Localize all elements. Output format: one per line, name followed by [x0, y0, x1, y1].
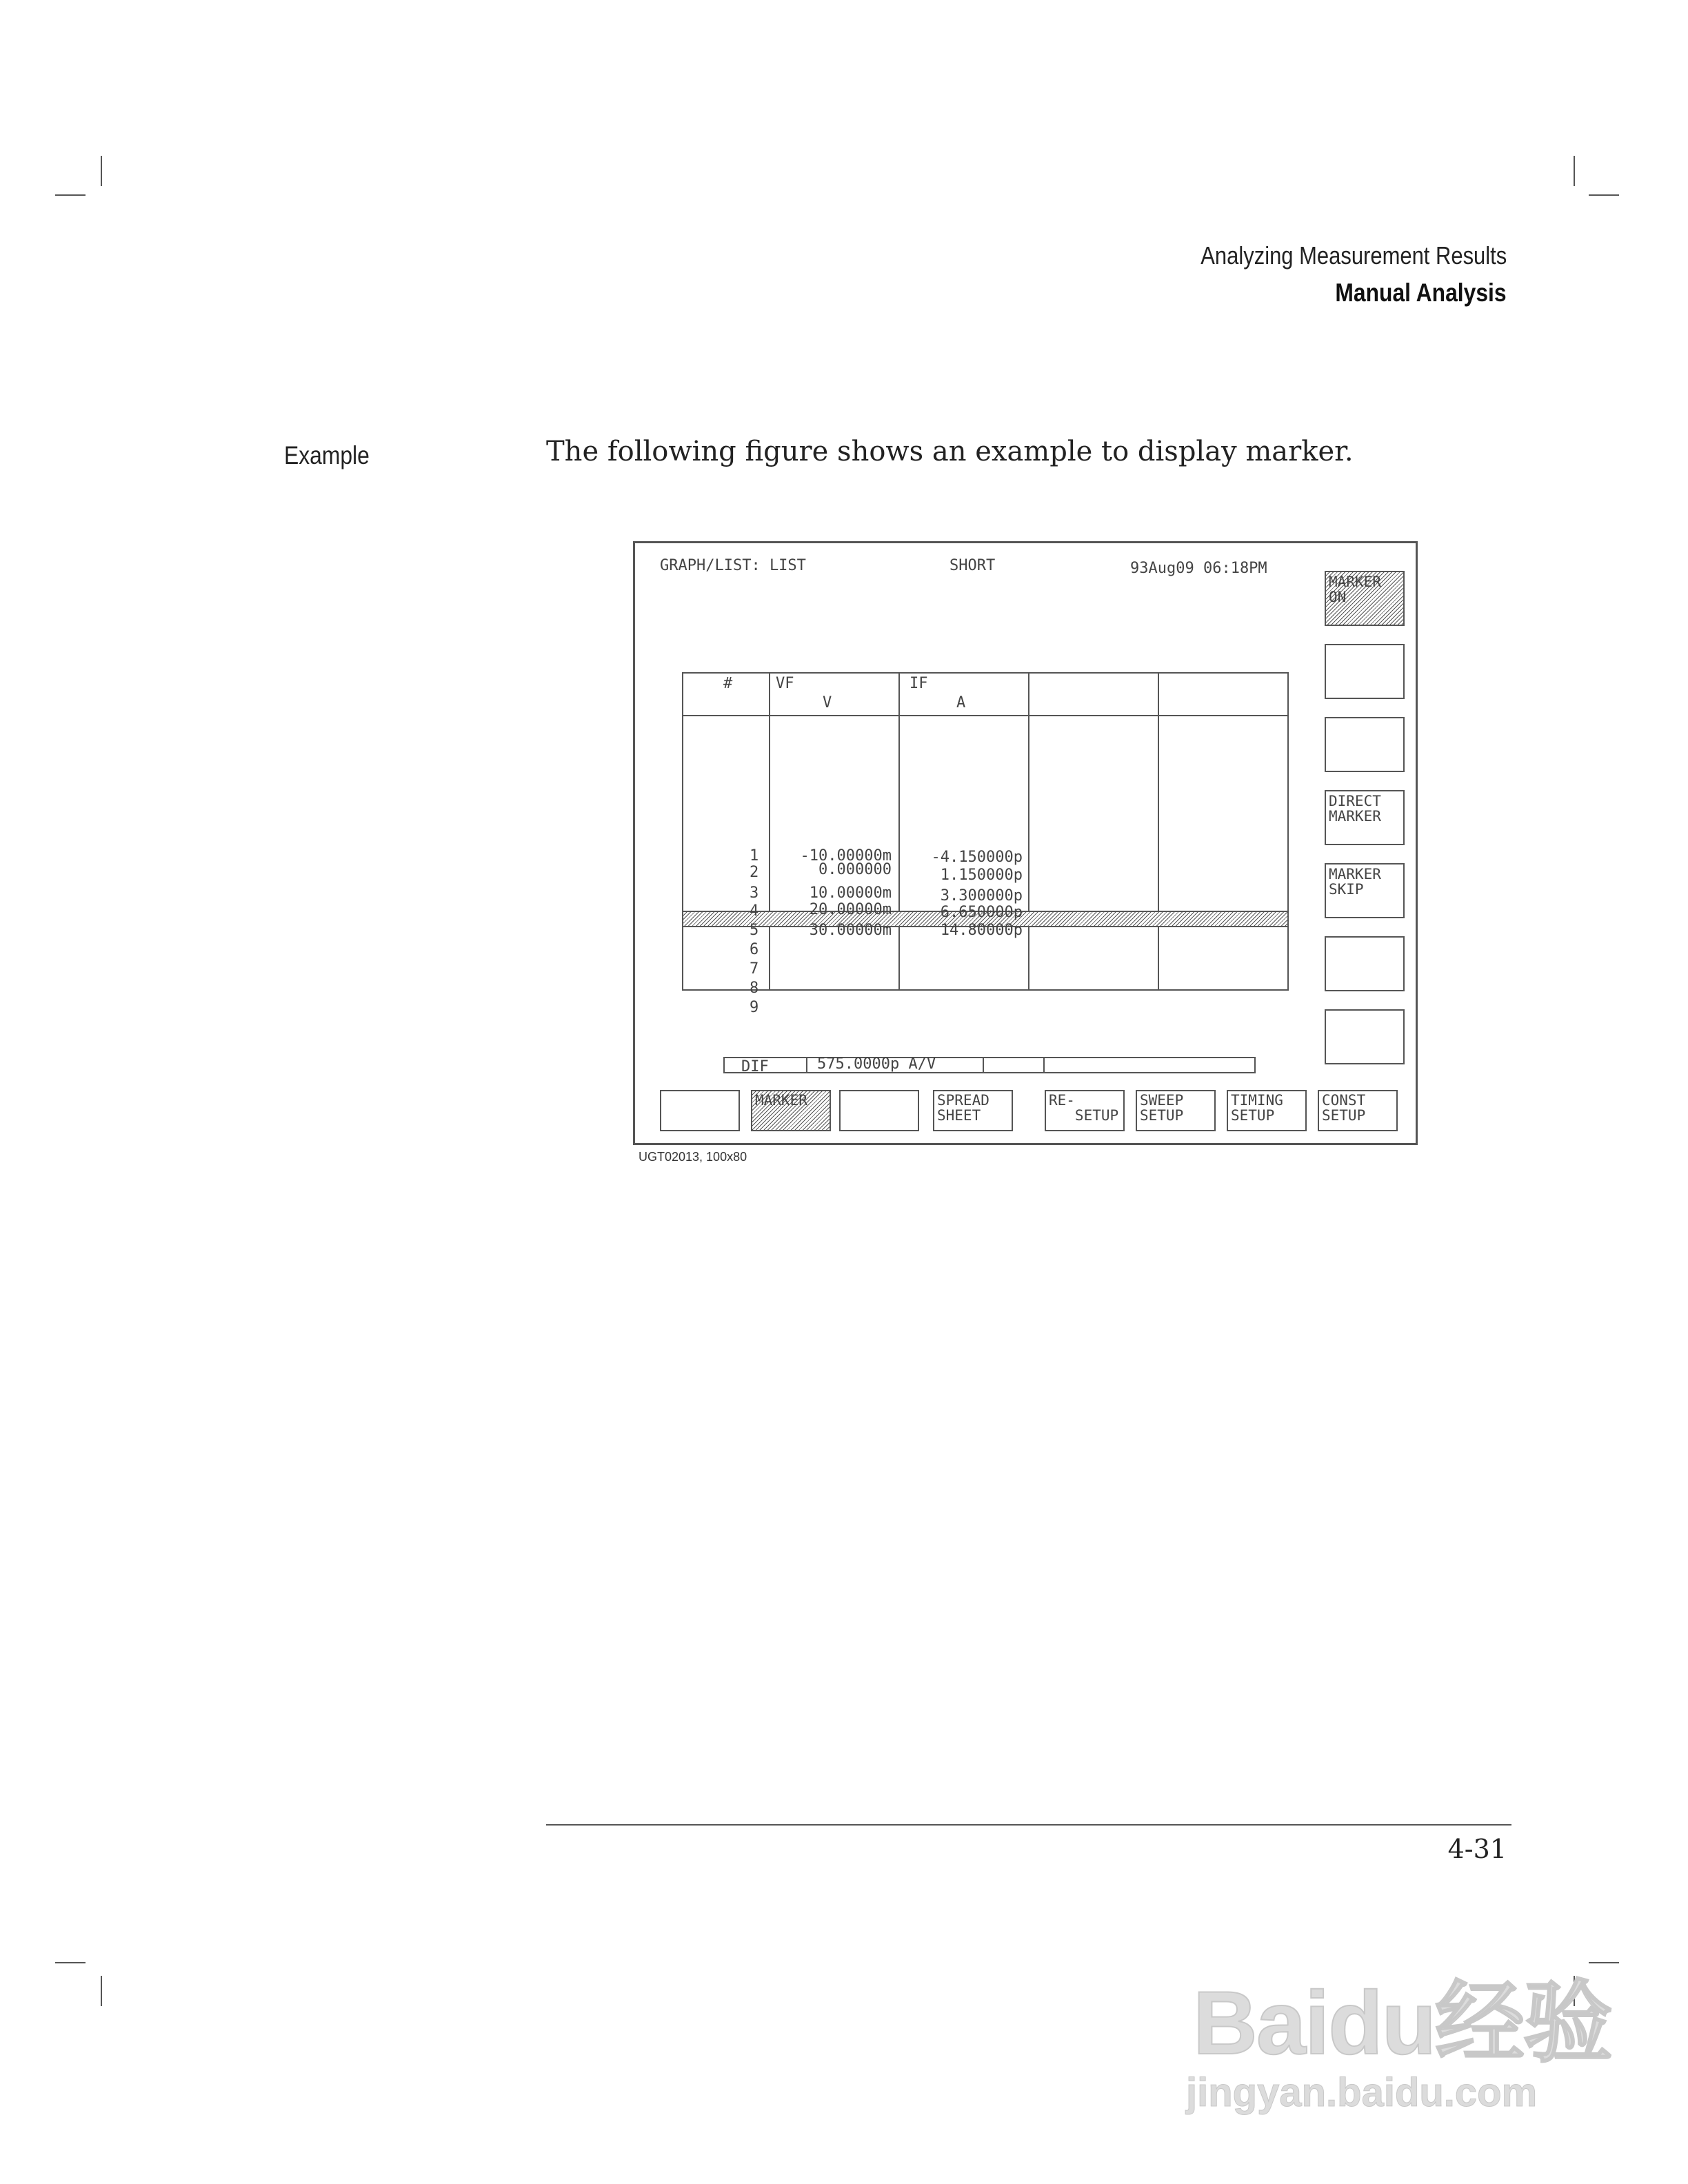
footer-rule — [546, 1824, 1511, 1826]
if-value: -4.150000p — [931, 849, 1023, 866]
datetime-label: 93Aug09 06:18PM — [1130, 560, 1267, 577]
side-softkey[interactable]: DIRECT MARKER — [1325, 790, 1405, 845]
watermark-brand: Baidu经验 — [1193, 1972, 1612, 2073]
dif-divider — [1043, 1058, 1045, 1072]
row-number: 6 — [750, 941, 759, 958]
screen-figure — [633, 541, 1418, 1145]
page-number: 4-31 — [1447, 1834, 1507, 1864]
mode-label: GRAPH/LIST: LIST — [660, 557, 806, 574]
side-softkey[interactable]: MARKER ON — [1325, 571, 1405, 626]
row-number: 4 — [750, 902, 759, 920]
side-softkey[interactable] — [1325, 936, 1405, 991]
dif-label: DIF — [741, 1058, 769, 1075]
bottom-softkey[interactable]: TIMING SETUP — [1227, 1090, 1307, 1131]
body-text: The following figure shows an example to display marker. — [546, 436, 1354, 467]
bottom-softkey[interactable]: RE- SETUP — [1045, 1090, 1125, 1131]
bottom-softkey[interactable] — [839, 1090, 919, 1131]
row-number: 7 — [750, 960, 759, 978]
column-unit-if: A — [956, 694, 966, 711]
column-header-if: IF — [910, 675, 928, 692]
watermark-url: jingyan.baidu.com — [1186, 2070, 1538, 2115]
row-number: 8 — [750, 980, 759, 997]
table-column-rule — [1158, 674, 1159, 989]
crop-mark — [101, 1976, 102, 2006]
vf-value: 30.00000m — [809, 922, 892, 939]
side-softkey[interactable]: MARKER SKIP — [1325, 863, 1405, 918]
figure-caption: UGT02013, 100x80 — [639, 1150, 747, 1164]
crop-mark — [101, 156, 102, 186]
side-softkey[interactable] — [1325, 1009, 1405, 1064]
crop-mark — [55, 194, 86, 196]
list-table — [682, 672, 1289, 1016]
row-number: 3 — [750, 884, 759, 902]
table-header-rule — [683, 715, 1287, 716]
if-value: 1.150000p — [940, 867, 1023, 884]
bottom-softkey[interactable] — [660, 1090, 740, 1131]
running-header-subsection: Manual Analysis — [1335, 279, 1507, 307]
vf-value: 20.00000m — [809, 901, 892, 918]
table-column-rule — [769, 674, 770, 989]
vf-value: 0.000000 — [818, 861, 892, 878]
row-number: 1 — [750, 847, 759, 865]
column-header-vf: VF — [776, 675, 794, 692]
crop-mark — [55, 1962, 86, 1963]
vf-value: -10.00000m — [800, 847, 892, 865]
crop-mark — [1574, 156, 1575, 186]
row-number: 9 — [750, 999, 759, 1016]
column-header-number: # — [723, 675, 733, 692]
bottom-softkey[interactable]: SWEEP SETUP — [1136, 1090, 1216, 1131]
running-header-section: Analyzing Measurement Results — [1200, 241, 1507, 270]
dif-divider — [806, 1058, 807, 1072]
status-label: SHORT — [950, 557, 996, 574]
watermark — [1186, 1910, 1612, 2144]
row-number: 2 — [750, 864, 759, 881]
crop-mark — [1589, 194, 1619, 196]
row-number: 5 — [750, 922, 759, 939]
side-softkey[interactable] — [1325, 717, 1405, 772]
table-column-rule — [1028, 674, 1029, 989]
table-column-rule — [898, 674, 900, 989]
dif-bar — [723, 1057, 1256, 1073]
if-value: 6.650000p — [940, 904, 1023, 921]
vf-value: 10.00000m — [809, 884, 892, 902]
bottom-softkey[interactable]: MARKER — [751, 1090, 831, 1131]
column-unit-vf: V — [823, 694, 832, 711]
dif-value: 575.0000p A/V — [817, 1055, 936, 1073]
bottom-softkey[interactable]: CONST SETUP — [1318, 1090, 1398, 1131]
side-softkey[interactable] — [1325, 644, 1405, 699]
bottom-softkey[interactable]: SPREAD SHEET — [933, 1090, 1013, 1131]
if-value: 3.300000p — [940, 887, 1023, 904]
dif-divider — [983, 1058, 984, 1072]
if-value: 14.80000p — [940, 922, 1023, 939]
side-label: Example — [284, 441, 370, 469]
